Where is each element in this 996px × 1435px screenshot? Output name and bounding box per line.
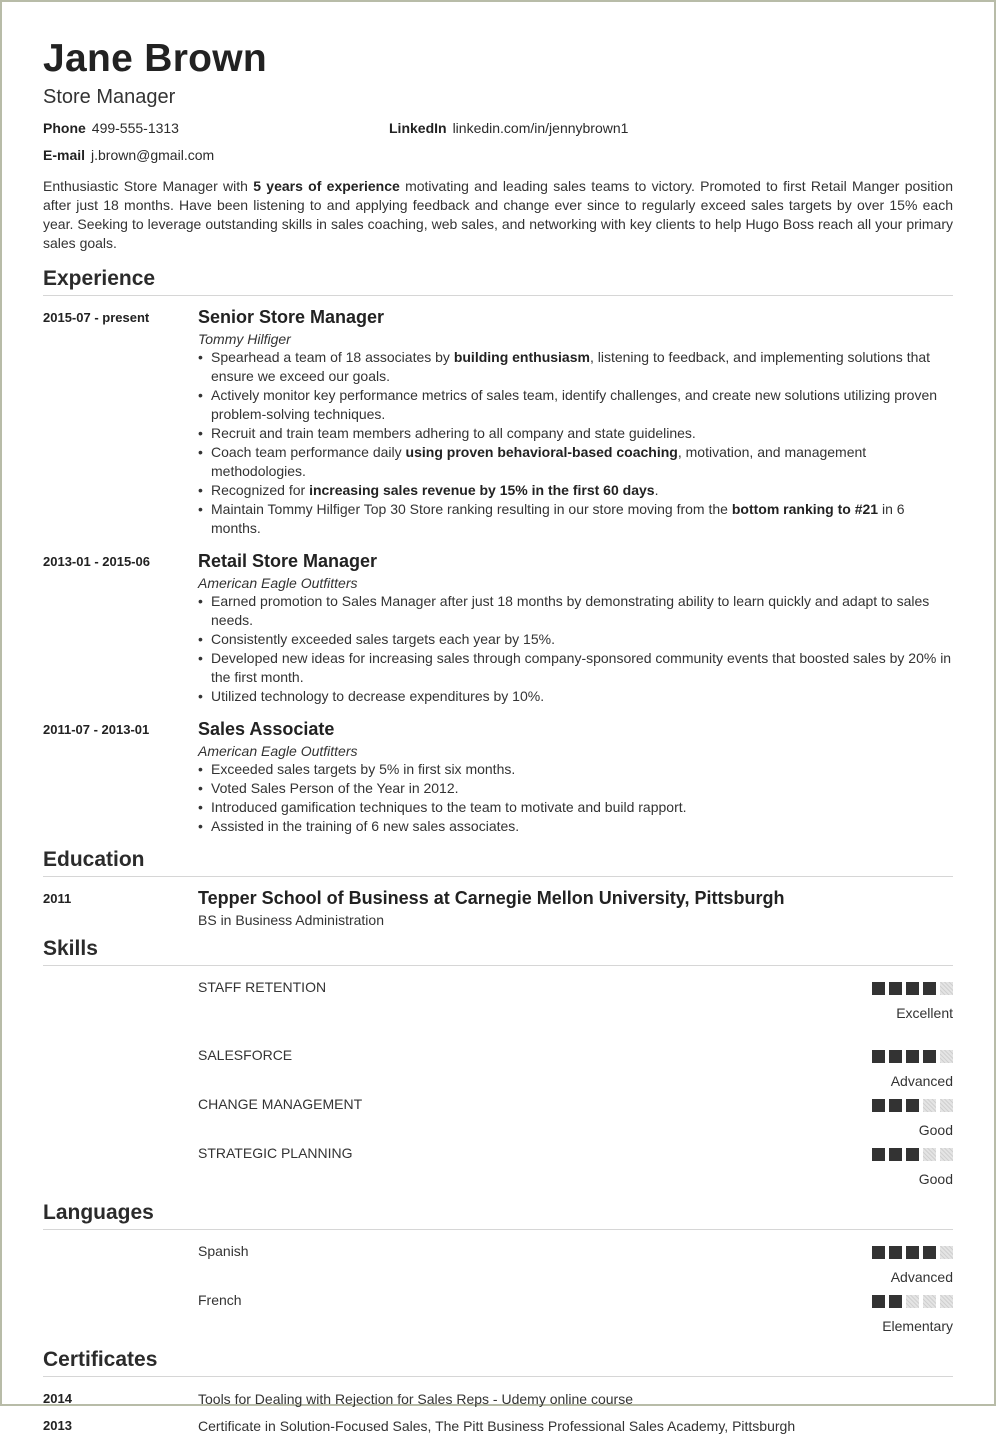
rating-square (889, 1099, 902, 1112)
language-row (198, 1291, 953, 1340)
achievement-list (198, 760, 953, 836)
rating-square (923, 982, 936, 995)
skill-row (198, 1144, 953, 1193)
achievement-item: • Introduced gamification techniques to the team to motivate and build rapport. (198, 798, 953, 817)
rating-square (872, 1295, 885, 1308)
rating-square (889, 1246, 902, 1259)
achievement-item: • Actively monitor key performance metrics of sales team, identify challenges, and create new solutions utilizing proven problem-solving techniques. (198, 386, 953, 424)
experience-entry (43, 304, 953, 538)
education-degree: BS in Business Administration (198, 912, 384, 928)
linkedin-link[interactable]: linkedin.com/in/jennybrown1 (452, 120, 629, 136)
skill-rating-meter (872, 1099, 953, 1112)
certificate-name: Tools for Dealing with Rejection for Sales Reps - Udemy online course (198, 1391, 633, 1407)
certificate-row (43, 1417, 953, 1435)
education-date: 2011 (43, 891, 72, 906)
language-row (198, 1242, 953, 1291)
section-title-education: Education (43, 846, 953, 877)
phone-value: 499-555-1313 (91, 120, 179, 136)
rating-square (940, 1099, 953, 1112)
rating-square (872, 1148, 885, 1161)
experience-body (198, 716, 953, 836)
job-title: Senior Store Manager (198, 307, 385, 327)
language-rating-meter (872, 1295, 953, 1308)
linkedin-label: LinkedIn (389, 120, 447, 136)
skill-row (198, 1095, 953, 1144)
experience-list (43, 304, 953, 836)
certificate-date: 2014 (43, 1391, 72, 1406)
rating-square (923, 1148, 936, 1161)
contact-block (43, 119, 953, 173)
rating-square (940, 1246, 953, 1259)
skill-name: CHANGE MANAGEMENT (198, 1096, 363, 1112)
achievement-item: • Consistently exceeded sales targets each year by 15%. (198, 630, 953, 649)
achievement-item: • Assisted in the training of 6 new sales associates. (198, 817, 953, 836)
achievement-highlight: increasing sales revenue by 15% in the first 60 days (309, 482, 655, 498)
achievement-item: • Recognized for increasing sales revenue by 15% in the first 60 days. (198, 481, 953, 500)
rating-square (906, 1099, 919, 1112)
experience-date: 2011-07 - 2013-01 (43, 722, 150, 737)
skill-name: STAFF RETENTION (198, 979, 327, 995)
achievement-item: • Maintain Tommy Hilfiger Top 30 Store ranking resulting in our store moving from the bottom ranking to #21 in 6 months. (198, 500, 953, 538)
summary-text: Enthusiastic Store Manager with (43, 178, 254, 194)
resume-page (43, 36, 953, 1435)
summary-paragraph (43, 177, 953, 253)
section-title-languages: Languages (43, 1199, 953, 1230)
skill-rating-meter (872, 1148, 953, 1161)
contact-linkedin (389, 119, 628, 137)
rating-square (906, 1148, 919, 1161)
certificate-name: Certificate in Solution-Focused Sales, The Pitt Business Professional Sales Academy, Pittsburgh (198, 1418, 796, 1434)
rating-square (940, 982, 953, 995)
summary-highlight: 5 years of experience (253, 178, 400, 194)
education-school: Tepper School of Business at Carnegie Mellon University, Pittsburgh (198, 888, 785, 908)
phone-label: Phone (43, 120, 86, 136)
achievement-item: • Exceeded sales targets by 5% in first six months. (198, 760, 953, 779)
achievement-item: • Spearhead a team of 18 associates by building enthusiasm, listening to feedback, and implementing solutions that ensure we exceed our goals. (198, 348, 953, 386)
section-title-skills: Skills (43, 935, 953, 966)
skill-row (198, 978, 953, 1046)
rating-square (923, 1295, 936, 1308)
certificates-list (43, 1390, 953, 1435)
experience-body (198, 548, 953, 706)
achievement-item: • Coach team performance daily using proven behavioral-based coaching, motivation, and management methodologies. (198, 443, 953, 481)
skill-level: Excellent (896, 1005, 953, 1021)
section-title-experience: Experience (43, 265, 953, 296)
achievement-item: • Developed new ideas for increasing sales through company-sponsored community events that boosted sales by 20% in the first month. (198, 649, 953, 687)
company-name: American Eagle Outfitters (198, 575, 358, 591)
rating-square (889, 1295, 902, 1308)
rating-square (872, 1050, 885, 1063)
skill-name: STRATEGIC PLANNING (198, 1145, 353, 1161)
rating-square (872, 1246, 885, 1259)
achievement-item: • Recruit and train team members adhering to all company and state guidelines. (198, 424, 953, 443)
summary-text: motivating and leading sales teams to victory. Promoted to first Retail Manger position after just 18 months. Have been listening to and applying feedback and change ever since to regularly exceed sales targets by over 15% each year. Seeking to leverage outstanding skills in sales coaching, web sales, and networking with key clients to help Hugo Boss reach all your primary sales goals. (43, 178, 953, 251)
achievement-list (198, 592, 953, 706)
rating-square (872, 982, 885, 995)
email-label: E-mail (43, 147, 86, 163)
rating-square (872, 1099, 885, 1112)
rating-square (940, 1050, 953, 1063)
experience-date: 2013-01 - 2015-06 (43, 554, 150, 569)
languages-list (43, 1242, 953, 1340)
certificate-row (43, 1390, 953, 1408)
achievement-highlight: bottom ranking to #21 (731, 501, 879, 517)
skill-row (198, 1046, 953, 1095)
achievement-list (198, 348, 953, 538)
email-link[interactable]: j.brown@gmail.com (91, 147, 215, 163)
achievement-item: • Earned promotion to Sales Manager after just 18 months by demonstrating ability to learn quickly and adapt to sales needs. (198, 592, 953, 630)
experience-entry (43, 716, 953, 836)
achievement-highlight: building enthusiasm (453, 349, 590, 365)
rating-square (906, 1050, 919, 1063)
skill-level: Good (918, 1122, 953, 1138)
job-title: Retail Store Manager (198, 551, 378, 571)
language-level: Advanced (890, 1269, 953, 1285)
skill-level: Advanced (890, 1073, 953, 1089)
rating-square (923, 1246, 936, 1259)
achievement-item: • Voted Sales Person of the Year in 2012. (198, 779, 953, 798)
skill-rating-meter (872, 1050, 953, 1063)
candidate-name: Jane Brown (43, 37, 268, 80)
rating-square (940, 1295, 953, 1308)
education-entry (43, 885, 953, 929)
company-name: Tommy Hilfiger (198, 331, 291, 347)
language-level: Elementary (882, 1318, 953, 1334)
contact-phone (43, 119, 179, 137)
candidate-role: Store Manager (43, 86, 176, 108)
rating-square (923, 1050, 936, 1063)
rating-square (940, 1148, 953, 1161)
skills-list (43, 978, 953, 1193)
experience-body (198, 304, 953, 538)
skill-name: SALESFORCE (198, 1047, 293, 1063)
rating-square (906, 1246, 919, 1259)
rating-square (923, 1099, 936, 1112)
experience-date: 2015-07 - present (43, 310, 150, 325)
language-rating-meter (872, 1246, 953, 1259)
rating-square (889, 1050, 902, 1063)
contact-email (43, 146, 214, 164)
job-title: Sales Associate (198, 719, 335, 739)
language-name: French (198, 1292, 242, 1308)
language-name: Spanish (198, 1243, 249, 1259)
achievement-highlight: using proven behavioral-based coaching (405, 444, 678, 460)
section-title-certificates: Certificates (43, 1346, 953, 1377)
skill-rating-meter (872, 982, 953, 995)
achievement-item: • Utilized technology to decrease expenditures by 10%. (198, 687, 953, 706)
rating-square (906, 1295, 919, 1308)
rating-square (906, 982, 919, 995)
company-name: American Eagle Outfitters (198, 743, 358, 759)
certificate-date: 2013 (43, 1418, 72, 1433)
skill-level: Good (918, 1171, 953, 1187)
experience-entry (43, 548, 953, 706)
rating-square (889, 1148, 902, 1161)
rating-square (889, 982, 902, 995)
